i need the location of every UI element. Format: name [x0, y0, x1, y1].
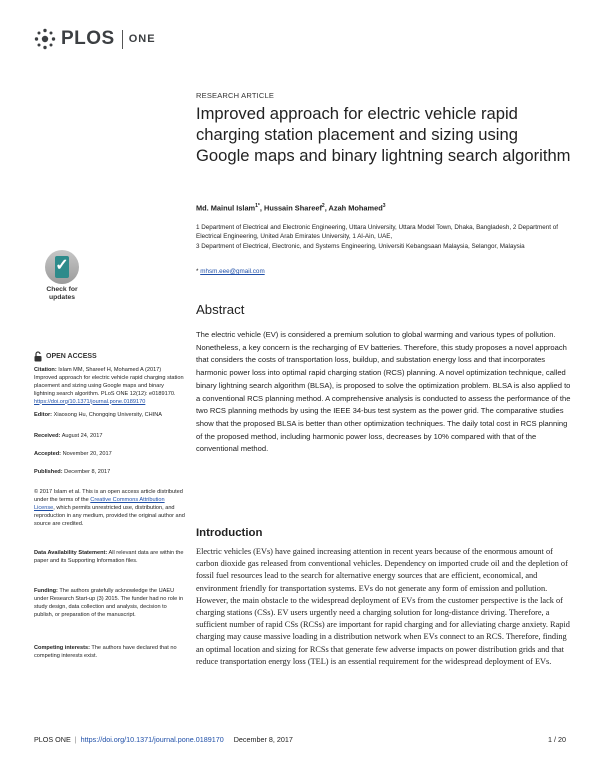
check-updates-label: Check for updates — [46, 286, 78, 301]
funding-label: Funding: — [34, 588, 58, 594]
journal-name: ONE — [128, 33, 156, 45]
published-block — [34, 469, 186, 477]
affiliation-line: 3 Department of Electrical, Electronic, and Systems Engineering, Universiti Kebangsaan Malaysia, Selangor, Malaysia — [196, 242, 525, 250]
funding-text: The authors gratefully acknowledge the UAEU under Research Start-up (3) 2015. The funder had no role in study design, data collection and analysis, decision to publish, or preparation of the manuscript. — [34, 588, 184, 618]
corresponding-mark: * — [257, 203, 260, 209]
plos-one-logo — [34, 27, 156, 51]
footer-date: December 8, 2017 — [233, 735, 293, 744]
competing-interests-block — [34, 645, 186, 661]
citation-label: Citation: — [34, 367, 57, 373]
affiliation-line: 1 Department of Electrical and Electronic Engineering, Uttara University, Uttara Model Town, Dhaka, Bangladesh, 2 Department of Electrical Engineering, United Arab Emirates University, 1 Al-Ain, UAE, — [196, 224, 559, 241]
plos-logo-icon — [34, 28, 56, 50]
introduction-heading: Introduction — [196, 527, 263, 539]
page-footer: PLOS ONE | https://doi.org/10.1371/journal.pone.0189170 December 8, 2017 1 / 20 — [34, 735, 566, 744]
footer-journal: PLOS ONE — [34, 735, 71, 744]
license-link[interactable]: Creative Commons Attribution License — [34, 496, 165, 511]
article-title: Improved approach for electric vehicle rapid charging station placement and sizing using Google maps and binary lightning search algorithm — [196, 104, 571, 165]
abstract-heading: Abstract — [196, 302, 245, 317]
author-affil-sup: 2 — [321, 203, 325, 209]
editor-label: Editor: — [34, 412, 53, 418]
data-availability-block — [34, 550, 186, 566]
open-access-lock-icon — [34, 351, 42, 362]
abstract-text: The electric vehicle (EV) is considered a premium solution to global warming and various types of pollution. Nonetheless, a key concern is the recharging of EV batteries. Therefore, this study proposes a novel approach that considers the costs of transportation loss, buildup, and substation energy loss and that incorporates harmonic power loss into optimal rapid charging station (RCS) planning. A novel optimization technique, called binary lightning search algorithm (BLSA), is proposed to solve the optimization problem. BLSA is also applied to a conventional RCS planning method. A comprehensive analysis is conducted to assess the performance of the two RCS planning methods by using the IEEE 34-bus test system as the power grid. The comparative studies show that the proposed BLSA is better than other optimization techniques. The daily total cost in RCS planning of the proposed method, including harmonic power loss, decreases by 10% compared with that of the conventional method. — [196, 330, 571, 454]
published-label: Published: — [34, 469, 63, 475]
citation-doi-link[interactable]: https://doi.org/10.1371/journal.pone.0189170 — [34, 398, 146, 405]
citation-block — [34, 367, 186, 407]
copyright-block — [34, 489, 186, 529]
email-link[interactable]: mhsm.eee@gmail.com — [200, 268, 265, 275]
page-number: 1 / 20 — [548, 735, 566, 744]
author-affil-sup: 1 — [255, 203, 258, 209]
check-for-updates-badge[interactable] — [39, 250, 85, 306]
author-name: Hussain Shareef — [263, 203, 322, 213]
editor-text: Xiaosong Hu, Chongqing University, CHINA — [53, 412, 162, 418]
copyright-text-end: , which permits unrestricted use, distribution, and reproduction in any medium, provided the original author and source are credited. — [34, 504, 185, 527]
citation-text: Islam MM, Shareef H, Mohamed A (2017) Improved approach for electric vehicle rapid charging station placement and sizing using Google maps and binary lightning search algorithm. PLoS ONE 12(12): e0189170. — [34, 367, 184, 397]
received-label: Received: — [34, 433, 61, 439]
corresponding-email — [196, 268, 265, 275]
accepted-block — [34, 451, 186, 459]
accepted-date: November 20, 2017 — [62, 451, 112, 457]
data-availability-text: All relevant data are within the paper and its Supporting Information files. — [34, 550, 184, 564]
author-list: Md. Mainul Islam$^{1*}$, Hussain Shareef$^2$, Azah Mohamed$^3$ — [196, 203, 386, 213]
editor-block — [34, 412, 186, 420]
received-date: August 24, 2017 — [61, 433, 103, 439]
logo-text: PLOS — [61, 28, 115, 49]
introduction-text: Electric vehicles (EVs) have gained increasing attention in recent years because of the enormous amount of carbon dioxide gas released from conventional vehicles. Dependency on imported crude oil and the depletion of fossil fuel resources lead to the search for alternative energy sources that are efficient, economical, and environment friendly for transportation systems. EVs do not generate any form of emission and pollution. However, the main obstacle to the widespread deployment of EVs from the customer perspective is the lack of charging stations (CSs). EV users urgently need a charging solution for long-distance driving. Therefore, a sufficient number of rapid CSs (RCSs) are important for rapid charging and for alleviating charge anxiety. Rapid charging may cause massive loading in a distribution network when EVs connect to an RCS. Therefore, finding an optimal location and sizing for RCSs that generate few adverse impacts on power distribution grids and that reduce transportation energy loss (TEL) is an essential requirement for the widespread deployment of EVs. — [196, 547, 570, 666]
article-type: RESEARCH ARTICLE — [196, 91, 275, 100]
copyright-text: © 2017 Islam et al. This is an open access article distributed under the terms of the — [34, 489, 183, 503]
funding-block — [34, 588, 186, 620]
accepted-label: Accepted: — [34, 451, 62, 457]
author-name: Azah Mohamed — [328, 203, 383, 213]
received-block — [34, 433, 186, 441]
affiliations — [196, 223, 572, 251]
open-access-label: OPEN ACCESS — [34, 351, 97, 362]
author-affil-sup: 3 — [382, 203, 386, 209]
data-availability-label: Data Availability Statement: — [34, 550, 108, 556]
competing-interests-label: Competing interests: — [34, 645, 90, 651]
author-name: Md. Mainul Islam — [196, 203, 256, 213]
footer-doi-link[interactable]: https://doi.org/10.1371/journal.pone.0189170 — [80, 735, 224, 744]
crossmark-icon: ✓ — [45, 250, 79, 284]
competing-interests-text: The authors have declared that no competing interests exist. — [34, 645, 177, 659]
email-mark: * — [196, 268, 199, 275]
logo-divider — [122, 30, 123, 49]
published-date: December 8, 2017 — [64, 469, 111, 475]
